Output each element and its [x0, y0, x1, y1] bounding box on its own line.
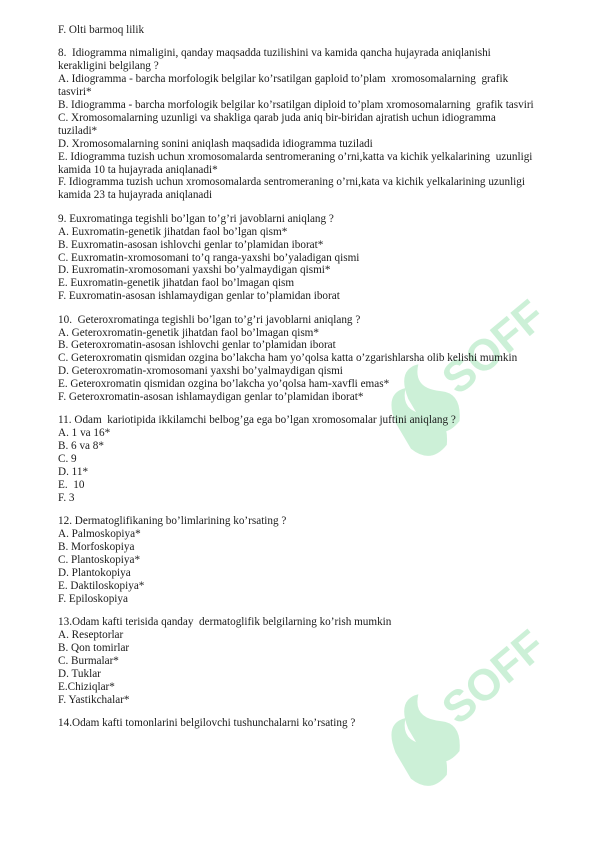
question-line: D. Geteroxromatin-xromosomani yaxshi bo’yalmaydigan qismi [58, 365, 343, 378]
question-text: 9. Euxromatinga tegishli bo’lgan to’g’ri javoblarni aniqlang ? [58, 212, 334, 225]
question-line: A. Geteroxromatin-genetik jihatdan faol bo’lmagan qism* [58, 326, 319, 339]
question-line: B. Morfoskopiya [58, 541, 135, 554]
question-block [58, 717, 580, 730]
question-block [58, 314, 580, 404]
question-line: F. Yastikchalar* [58, 693, 130, 706]
question-line: C. Xromosomalarning uzunligi va shakliga qarab juda aniq bir-biridan ajratish uchun idiogramma [58, 111, 496, 124]
question-line: F. Geteroxromatin-asosan ishlamaydigan genlar to’plamidan iborat* [58, 391, 364, 404]
question-text: 12. Dermatoglifikaning bo’limlarining ko’rsating ? [58, 515, 287, 528]
question-line: D. Euxromatin-xromosomani yaxshi bo’yalmaydigan qismi* [58, 264, 331, 277]
question-line: D. Xromosomalarning sonini aniqlash maqsadida idiogramma tuziladi [58, 137, 373, 150]
question-line: C. Plantoskopiya* [58, 554, 141, 567]
question-line: E. Geteroxromatin qismidan ozgina bo’lakcha yo’qolsa ham-xavfli emas* [58, 378, 390, 391]
question-line: tuziladi* [58, 124, 98, 137]
question-text: 8. Idiogramma nimaligini, qanday maqsadda tuzilishini va kamida qancha hujayrada aniqlanishi [58, 47, 491, 60]
question-block [58, 47, 580, 202]
question-line: E. Daktiloskopiya* [58, 579, 145, 592]
question-line: E.Chiziqlar* [58, 680, 115, 693]
question-line: A. Euxromatin-genetik jihatdan faol bo’lgan qism* [58, 225, 288, 238]
question-line: tasviri* [58, 86, 92, 99]
question-line: B. Euxromatin-asosan ishlovchi genlar to’plamidan iborat* [58, 238, 324, 251]
question-line: E. 10 [58, 479, 85, 491]
question-line: D. 11* [58, 466, 89, 479]
question-line: kamida 10 ta hujayrada aniqlanadi* [58, 163, 218, 176]
document-page [58, 24, 580, 730]
question-line: A. 1 va 16* [58, 427, 111, 440]
question-text: 10. Geteroxromatinga tegishli bo’lgan to’g’ri javoblarni aniqlang ? [58, 313, 361, 326]
question-text: 11. Odam kariotipida ikkilamchi belbog’ga ega bo’lgan xromosomalar juftini aniqlang ? [58, 414, 456, 427]
question-line: B. Qon tomirlar [58, 641, 130, 654]
question-block [58, 616, 580, 706]
question-line: A. Palmoskopiya* [58, 528, 141, 541]
question-line: F. Idiogramma tuzish uchun xromosomalarda sentromeraning o’rni,kata va kichik yelkalarining uzunligi [58, 176, 525, 189]
question-line: B. Idiogramma - barcha morfologik belgilar ko’rsatilgan diploid to’plam xromosomalarning grafik tasviri [58, 99, 534, 112]
question-line: E. Euxromatin-genetik jihatdan faol bo’lmagan qism [58, 277, 295, 290]
question-text: 13.Odam kafti terisida qanday dermatoglifik belgilarning ko’rish mumkin [58, 616, 392, 629]
watermark-text-2: SOFF [433, 620, 555, 734]
question-block [58, 414, 580, 504]
question-line: D. Tuklar [58, 667, 101, 680]
question-line: F. Euxromatin-asosan ishlamaydigan genlar to’plamidan iborat [58, 290, 340, 303]
question-list [58, 47, 580, 730]
question-line: A. Reseptorlar [58, 629, 124, 642]
question-text: 14.Odam kafti tomonlarini belgilovchi tushunchalarni ko’rsating ? [58, 717, 356, 729]
question-line: C. Geteroxromatin qismidan ozgina bo’lakcha ham yo’qolsa katta o’zgarishlarsha olib kelishi mumkin [58, 352, 518, 365]
watermark-text-1: SOFF [433, 290, 555, 404]
question-block [58, 515, 580, 605]
question-line: F. 3 [58, 491, 75, 504]
question-block [58, 213, 580, 303]
question-line: C. Euxromatin-xromosomani to’q ranga-yaxshi bo’yaladigan qismi [58, 251, 360, 264]
question-line: A. Idiogramma - barcha morfologik belgilar ko’rsatilgan gaploid to’plam xromosomalarning grafik [58, 73, 509, 86]
top-line: F. Olti barmoq lilik [58, 24, 145, 36]
question-line: D. Plantokopiya [58, 566, 131, 579]
question-line: B. Geteroxromatin-asosan ishlovchi genlar to’plamidan iborat [58, 339, 336, 352]
question-line: kerakligini belgilang ? [58, 60, 159, 73]
question-line: F. Epiloskopiya [58, 592, 128, 605]
question-line: kamida 23 ta hujayrada aniqlanadi [58, 189, 213, 202]
question-line: B. 6 va 8* [58, 440, 104, 453]
question-line: E. Idiogramma tuzish uchun xromosomalarda sentromeraning o’rni,katta va kichik yelkalarining uzunligi [58, 150, 533, 163]
question-line: C. 9 [58, 453, 77, 466]
question-line: C. Burmalar* [58, 654, 119, 667]
